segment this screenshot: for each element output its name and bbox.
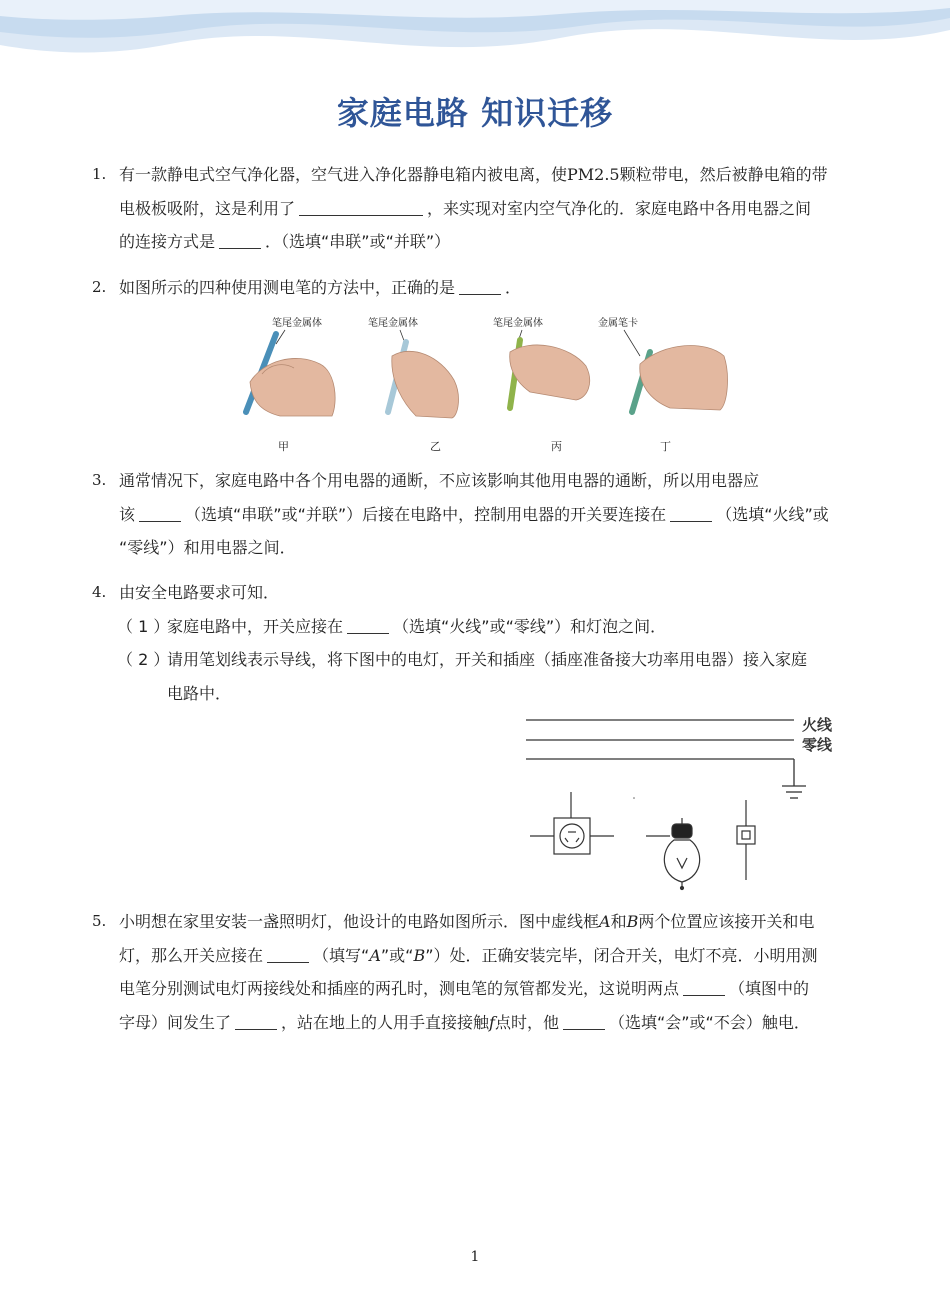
hand-pen-bing — [510, 330, 590, 408]
q5-and: 和 — [610, 912, 627, 931]
q2-text-end: ． — [505, 278, 522, 297]
q3-line2-start: 该 — [119, 504, 136, 524]
ground-symbol — [782, 759, 806, 798]
question-1 — [92, 158, 862, 259]
q1-line2: 电极板吸附，这是利用了 — [119, 198, 296, 218]
question-number: 4. — [92, 583, 107, 601]
answer-blank[interactable] — [235, 1009, 277, 1030]
part-number: （ 1 ） — [117, 617, 170, 636]
test-pen-usage-figure — [240, 312, 730, 457]
q1-line1-end: 颗粒带电，然后被静电箱的带 — [619, 165, 828, 184]
pen-label-4: 金属笔卡 — [598, 318, 638, 329]
q5-line1: 小明想在家里安装一盏照明灯，他设计的电路如图所示．图中虚线框 — [119, 912, 600, 931]
question-3 — [92, 464, 862, 565]
live-wire-label: 火线 — [802, 717, 833, 734]
header-wave-decoration — [0, 0, 950, 70]
q4-1-text: 家庭电路中，开关应接在 — [167, 617, 344, 636]
q3-line2: （选填“串联”或“并联”）后接在电路中，控制用电器的开关要连接在 — [185, 504, 667, 524]
q1-pm25: PM2.5 — [567, 165, 620, 184]
question-number: 1. — [92, 165, 107, 183]
pen-label-2: 笔尾金属体 — [368, 318, 418, 329]
answer-blank[interactable] — [670, 501, 712, 522]
answer-blank[interactable] — [347, 613, 389, 634]
page-title: 家庭电路 知识迁移 — [336, 94, 614, 132]
option-a: A — [369, 945, 381, 965]
bulb-symbol — [646, 818, 700, 890]
question-2 — [92, 271, 862, 305]
q5-line4-end: （选填“会”或“不会）触电． — [608, 1012, 810, 1032]
answer-blank[interactable] — [219, 228, 261, 249]
page-number: 1 — [470, 1249, 480, 1265]
q4-2-line1: 请用笔划线表示导线，将下图中的电灯，开关和插座（插座准备接大功率用电器）接入家庭 — [167, 650, 808, 669]
question-5 — [92, 905, 862, 1039]
question-4 — [92, 576, 862, 610]
q3-line1: 通常情况下，家庭电路中各个用电器的通断，不应该影响其他用电器的通断，所以用电器应 — [119, 471, 760, 490]
q5-line4-mid2: 点时，他 — [494, 1012, 559, 1032]
q5-line2-end: ”）处．正确安装完毕，闭合开关，电灯不亮．小明用测 — [425, 945, 818, 965]
question-number: 2. — [92, 278, 107, 296]
question-number: 5. — [92, 912, 107, 930]
answer-blank[interactable] — [267, 942, 309, 963]
caption-bing: 丙 — [551, 441, 562, 453]
hand-pen-jia — [246, 330, 335, 416]
answer-blank[interactable] — [299, 195, 423, 216]
q5-line1-end: 两个位置应该接开关和电 — [638, 912, 815, 931]
question-4-part-2 — [117, 643, 857, 710]
socket-symbol — [530, 792, 614, 854]
q1-line2-end: ，来实现对室内空气净化的．家庭电路中各用电器之间 — [427, 198, 812, 218]
q1-line3-end: ．（选填“串联”或“并联”） — [265, 232, 451, 251]
caption-ding: 丁 — [660, 441, 671, 453]
hand-pen-ding — [624, 330, 727, 412]
caption-jia: 甲 — [278, 441, 289, 453]
point-f: f — [489, 1012, 495, 1032]
q3-line3: “零线”）和用电器之间． — [119, 538, 296, 557]
answer-blank[interactable] — [459, 274, 501, 295]
q4-2-line2: 电路中． — [167, 683, 232, 703]
q5-line4: 字母）间发生了 — [119, 1012, 232, 1032]
pen-label-1: 笔尾金属体 — [272, 318, 322, 329]
q5-line3-end: （填图中的 — [729, 979, 810, 998]
option-b: B — [413, 945, 426, 965]
neutral-wire-label: 零线 — [802, 737, 833, 754]
question-4-part-1 — [117, 610, 857, 644]
q4-intro: 由安全电路要求可知． — [119, 583, 280, 602]
answer-blank[interactable] — [139, 501, 181, 522]
q5-line4-mid: ，站在地上的人用手直接接触 — [281, 1012, 490, 1032]
q4-1-text-end: （选填“火线”或“零线”）和灯泡之间． — [393, 617, 667, 636]
q1-line3: 的连接方式是 — [119, 232, 216, 251]
point-b: B — [626, 912, 639, 931]
answer-blank[interactable] — [563, 1009, 605, 1030]
q5-line3: 电笔分别测试电灯两接线处和插座的两孔时，测电笔的氖管都发光，这说明两点 — [119, 979, 680, 998]
question-number: 3. — [92, 471, 107, 489]
switch-symbol — [737, 800, 755, 880]
pen-label-3: 笔尾金属体 — [493, 318, 543, 329]
hand-pen-yi — [388, 330, 458, 418]
point-a: A — [599, 912, 611, 931]
q5-line2-mid: （填写“ — [313, 945, 370, 965]
wiring-diagram — [520, 708, 850, 893]
answer-blank[interactable] — [683, 975, 725, 996]
q3-line2-end: （选填“火线”或 — [716, 504, 829, 524]
caption-yi: 乙 — [430, 441, 441, 453]
q5-line2: 灯，那么开关应接在 — [119, 945, 264, 965]
q1-line1: 有一款静电式空气净化器，空气进入净化器静电箱内被电离，使 — [119, 165, 568, 184]
part-number: （ 2 ） — [117, 650, 170, 669]
q2-text: 如图所示的四种使用测电笔的方法中，正确的是 — [119, 278, 456, 297]
q5-line2-or: ”或“ — [380, 945, 414, 965]
